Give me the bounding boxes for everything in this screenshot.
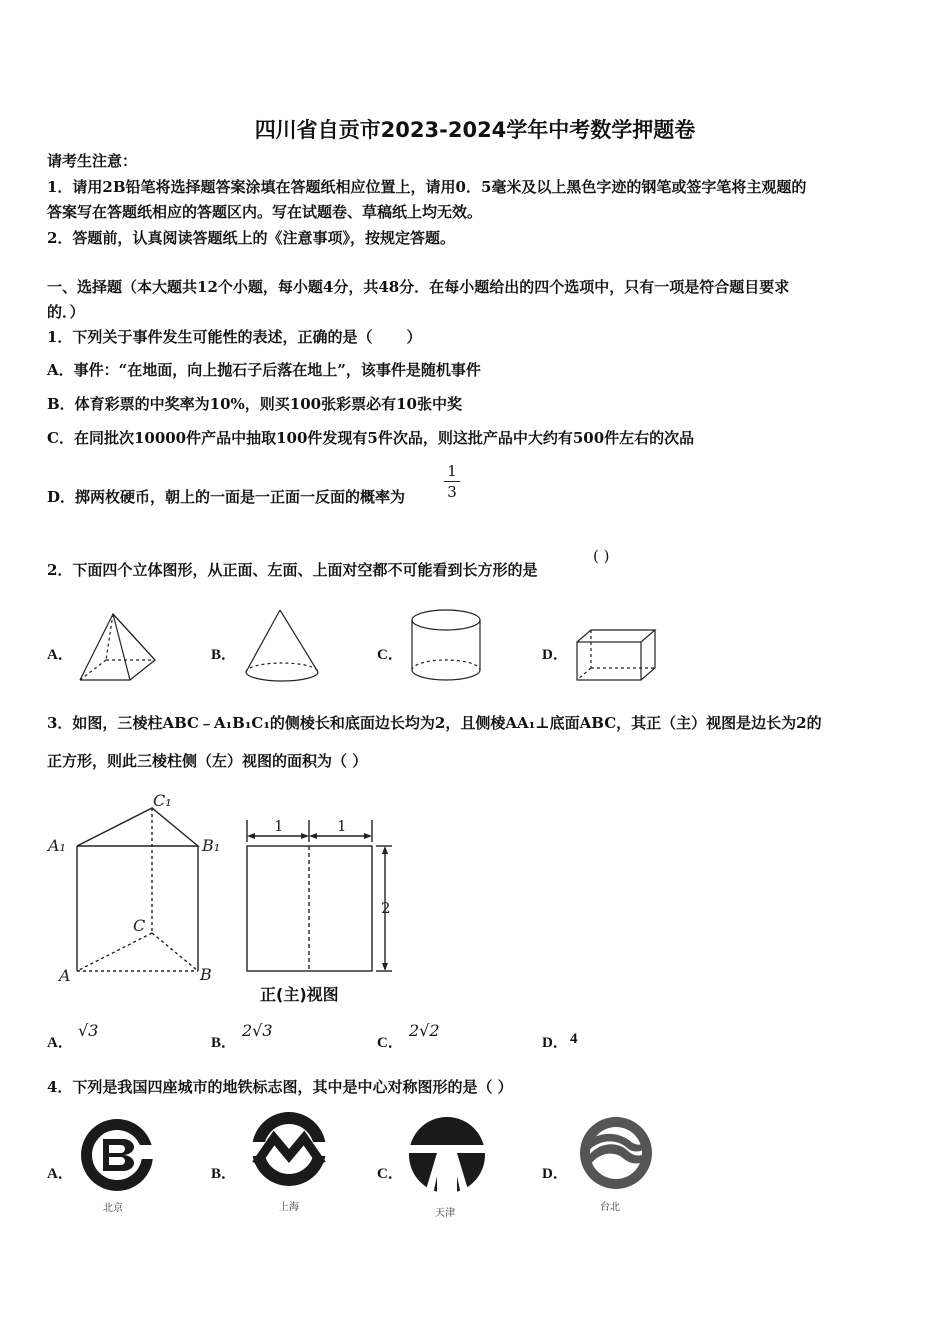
tianjin-caption: 天津 [435,1208,455,1219]
q2-stem: 2．下面四个立体图形，从正面、左面、上面对空都不可能看到长方形的是 [47,561,538,579]
q3-label-b: B． [211,1035,237,1051]
q1-stem [47,327,421,347]
q4-label-d: D． [542,1166,568,1182]
notice-heading: 请考生注意： [47,152,138,170]
front-view-caption: 正(主)视图 [260,985,339,1004]
cone-icon [243,608,323,682]
q3-label-a: A． [47,1035,73,1051]
q1-option-d: D．掷两枚硬币，朝上的一面是一正面一反面的概率为 [47,488,406,506]
prism-figure [45,788,225,988]
q4-label-a: A． [47,1166,73,1182]
q3-label-c: C． [377,1035,403,1051]
q1-option-c: C．在同批次10000件产品中抽取100件发现有5件次品，则这批产品中大约有500件左右的次品 [47,429,695,447]
front-view-figure [240,812,400,982]
q1-stem-close: ） [406,328,422,346]
q3-value-b: 2√3 [242,1021,273,1040]
notice-item-2: 2．答题前，认真阅读答题纸上的《注意事项》，按规定答题。 [47,229,455,247]
label-height: 2 [381,899,391,917]
page-title: 四川省自贡市2023-2024学年中考数学押题卷 [254,118,696,142]
q1-stem-text: 1．下列关于事件发生可能性的表述，正确的是（ [47,328,373,346]
q2-paren: ( ) [593,547,610,565]
shanghai-caption: 上海 [279,1202,299,1213]
label-b1: B₁ [202,836,221,855]
q3-value-a: √3 [78,1021,99,1040]
notice-item-1-line-1: 1．请用2B铅笔将选择题答案涂填在答题纸相应位置上，请用0．5毫米及以上黑色字迹的钢笔或签字笔将主观题的 [47,178,807,196]
q3-stem-line-1: 3．如图，三棱柱ABC﹣A₁B₁C₁的侧棱长和底面边长均为2，且侧棱AA₁⊥底面ABC，其正（主）视图是边长为2的 [47,714,822,732]
pyramid-icon [78,612,158,682]
section-1-heading: 一、选择题（本大题共12个小题，每小题4分，共48分．在每小题给出的四个选项中，只有一项是符合题目要求 [47,278,790,296]
q1-option-a: A．事件：“在地面，向上抛石子后落在地上”，该事件是随机事件 [47,361,481,379]
q3-value-c: 2√2 [409,1021,440,1040]
q3-value-d: 4 [570,1031,578,1047]
q2-label-b: B． [211,647,237,663]
fraction-numerator: 1 [447,462,457,480]
q2-label-a: A． [47,647,73,663]
label-a1: A₁ [48,836,66,855]
cylinder-icon [410,608,482,684]
label-b: B [200,965,212,984]
fraction-bar [444,481,460,482]
notice-item-1-line-2: 答案写在答题纸相应的答题区内。写在试题卷、草稿纸上均无效。 [47,203,483,221]
label-c1: C₁ [153,791,172,810]
shanghai-metro-logo-icon [248,1108,330,1190]
q2-label-c: C． [377,647,403,663]
taipei-caption: 台北 [600,1202,620,1213]
q4-stem: 4．下列是我国四座城市的地铁标志图，其中是中心对称图形的是（ ） [47,1078,513,1096]
label-c: C [133,916,146,935]
fraction-denominator: 3 [447,483,457,501]
label-width-1: 1 [274,817,284,835]
label-a: A [59,966,71,985]
beijing-metro-logo-icon [77,1115,157,1195]
q4-label-b: B． [211,1166,237,1182]
q1-option-b: B．体育彩票的中奖率为10%，则买100张彩票必有10张中奖 [47,395,462,413]
cuboid-icon [575,628,659,682]
tianjin-metro-logo-icon [407,1115,487,1195]
q3-stem-line-2: 正方形，则此三棱柱侧（左）视图的面积为（ ） [47,752,368,770]
q2-label-d: D． [542,647,568,663]
q4-label-c: C． [377,1166,403,1182]
q3-label-d: D． [542,1035,568,1051]
taipei-metro-logo-icon [576,1113,656,1193]
label-width-2: 1 [337,817,347,835]
beijing-caption: 北京 [103,1203,123,1214]
section-1-heading-cont: 的．） [47,303,85,321]
q1-option-d-fraction [444,462,460,501]
